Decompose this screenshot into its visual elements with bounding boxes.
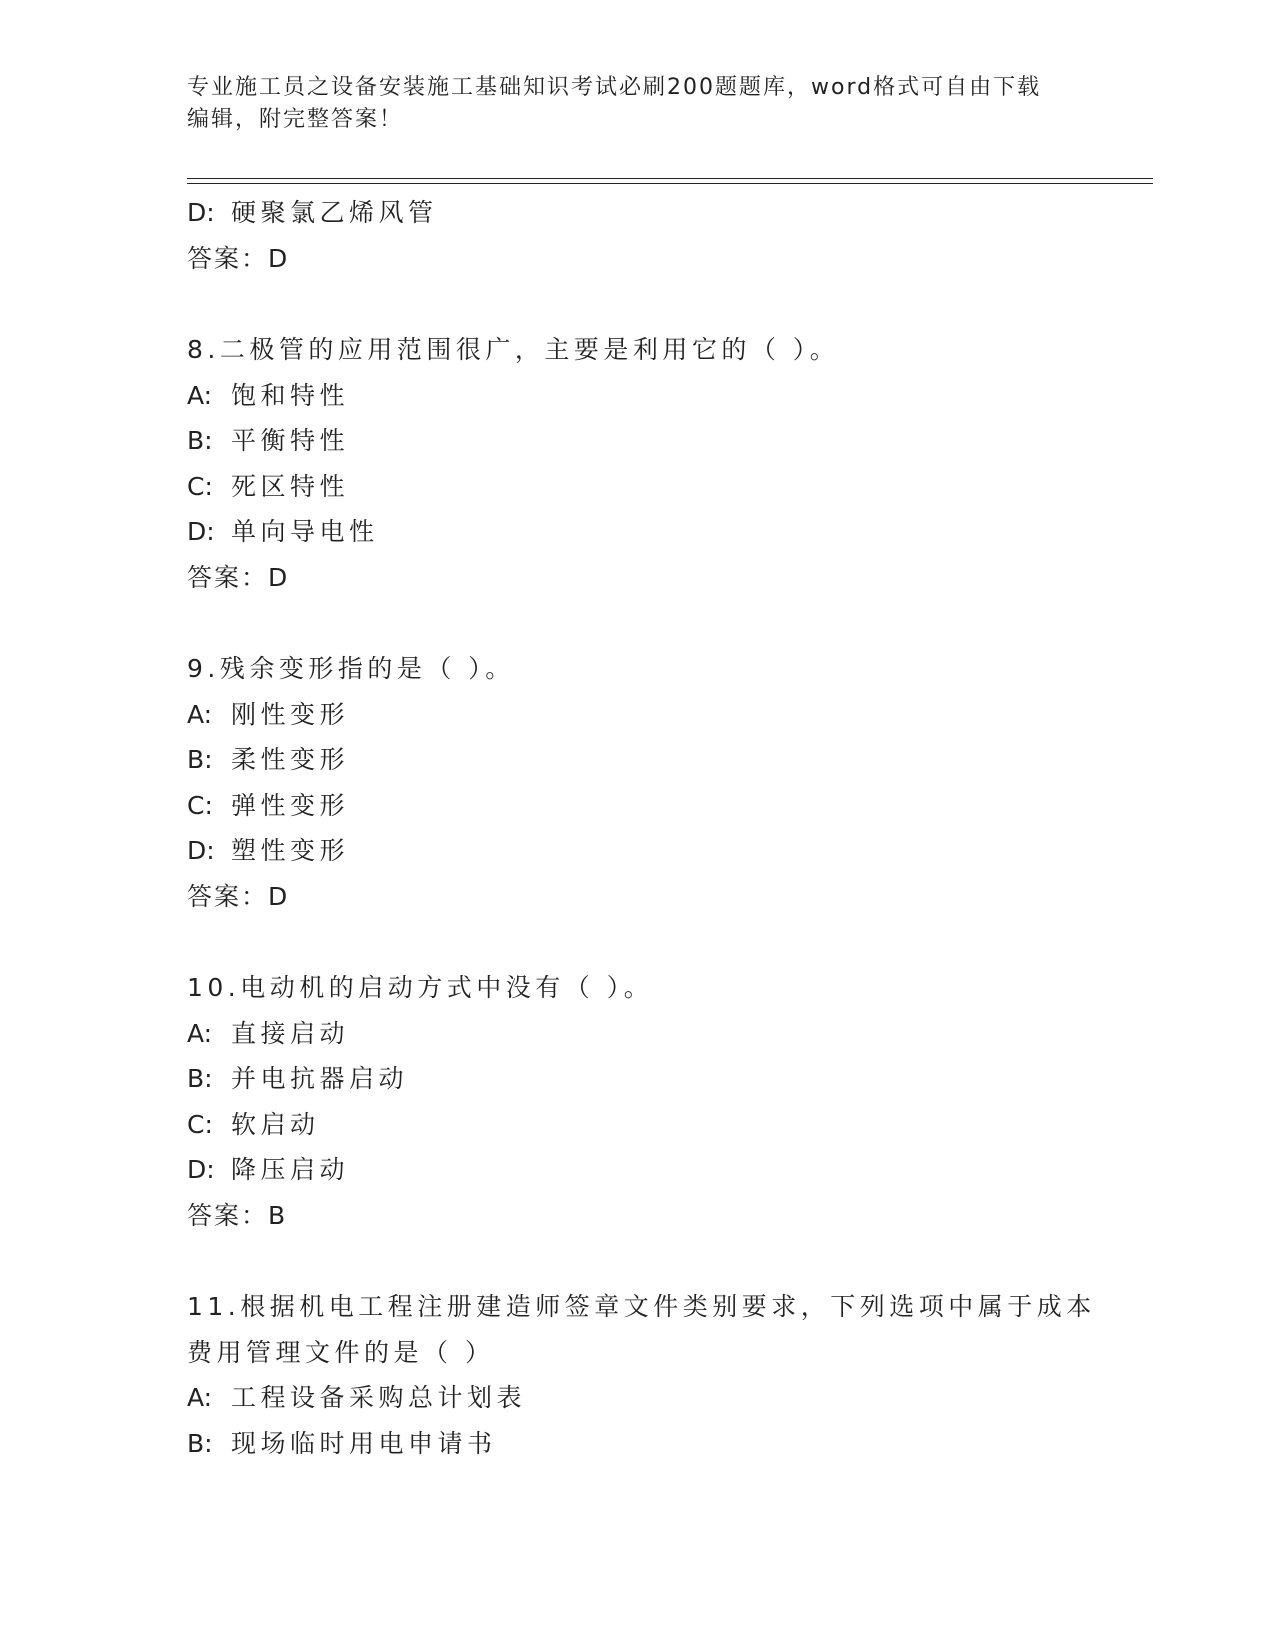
option-text: 刚性变形 xyxy=(231,699,350,729)
option-text: 饱和特性 xyxy=(231,380,350,410)
option-key: B: xyxy=(187,426,213,455)
answer-line: 答案：B xyxy=(187,1200,288,1230)
option-b xyxy=(187,1421,1153,1467)
document-header xyxy=(187,72,1087,136)
question-block xyxy=(187,646,1153,919)
option-d xyxy=(187,190,1153,236)
option-key: B: xyxy=(187,1064,213,1093)
option-text: 直接启动 xyxy=(231,1018,350,1048)
question-block xyxy=(187,965,1153,1238)
option-a xyxy=(187,1011,1153,1057)
option-c xyxy=(187,1102,1153,1148)
option-text: 死区特性 xyxy=(231,471,350,501)
option-d xyxy=(187,1147,1153,1193)
option-text: 降压启动 xyxy=(231,1155,350,1184)
option-key: D: xyxy=(187,836,215,865)
option-b xyxy=(187,418,1153,464)
option-key: A: xyxy=(187,380,213,410)
option-text: 工程设备采购总计划表 xyxy=(231,1383,527,1412)
option-d xyxy=(187,828,1153,874)
header-line-1: 专业施工员之设备安装施工基础知识考试必刷200题题库，word格式可自由下载 xyxy=(187,75,1042,100)
option-key: A: xyxy=(187,699,213,729)
question-block xyxy=(187,327,1153,600)
option-key: A: xyxy=(187,1383,213,1412)
option-text: 平衡特性 xyxy=(231,426,350,455)
question-block xyxy=(187,1284,1153,1466)
header-divider-top xyxy=(187,178,1153,179)
question-title: 8.二极管的应用范围很广，主要是利用它的（ ）。 xyxy=(187,335,840,364)
option-d xyxy=(187,509,1153,555)
question-title: 9.残余变形指的是（ ）。 xyxy=(187,654,515,683)
option-key: D: xyxy=(187,198,215,227)
option-c xyxy=(187,783,1153,829)
option-text: 并电抗器启动 xyxy=(231,1064,409,1093)
option-key: A: xyxy=(187,1018,213,1048)
question-list xyxy=(187,190,1153,1466)
question-title-line-2: 费用管理文件的是（ ） xyxy=(187,1337,495,1367)
answer-line: 答案：D xyxy=(187,881,290,911)
option-text: 现场临时用电申请书 xyxy=(231,1428,497,1458)
option-text: 塑性变形 xyxy=(231,836,350,865)
option-b xyxy=(187,737,1153,783)
option-key: C: xyxy=(187,790,213,820)
question-title-line-1: 11.根据机电工程注册建造师签章文件类别要求，下列选项中属于成本 xyxy=(187,1292,1096,1321)
option-text: 弹性变形 xyxy=(231,790,350,820)
option-key: B: xyxy=(187,745,213,774)
option-key: B: xyxy=(187,1428,213,1458)
option-a xyxy=(187,692,1153,738)
option-key: C: xyxy=(187,471,213,501)
option-b xyxy=(187,1056,1153,1102)
option-key: D: xyxy=(187,1155,215,1184)
option-text: 硬聚氯乙烯风管 xyxy=(231,198,438,227)
option-a xyxy=(187,1375,1153,1421)
option-key: D: xyxy=(187,517,215,546)
header-divider-bottom xyxy=(187,183,1153,184)
option-c xyxy=(187,464,1153,510)
option-text: 软启动 xyxy=(231,1109,320,1139)
question-title: 10.电动机的启动方式中没有（ ）。 xyxy=(187,973,654,1002)
answer-line: 答案：D xyxy=(187,243,290,273)
option-a xyxy=(187,373,1153,419)
option-text: 柔性变形 xyxy=(231,745,350,774)
header-line-2: 编辑，附完整答案！ xyxy=(187,107,404,132)
option-key: C: xyxy=(187,1109,213,1139)
answer-line: 答案：D xyxy=(187,562,290,592)
option-text: 单向导电性 xyxy=(231,517,379,546)
